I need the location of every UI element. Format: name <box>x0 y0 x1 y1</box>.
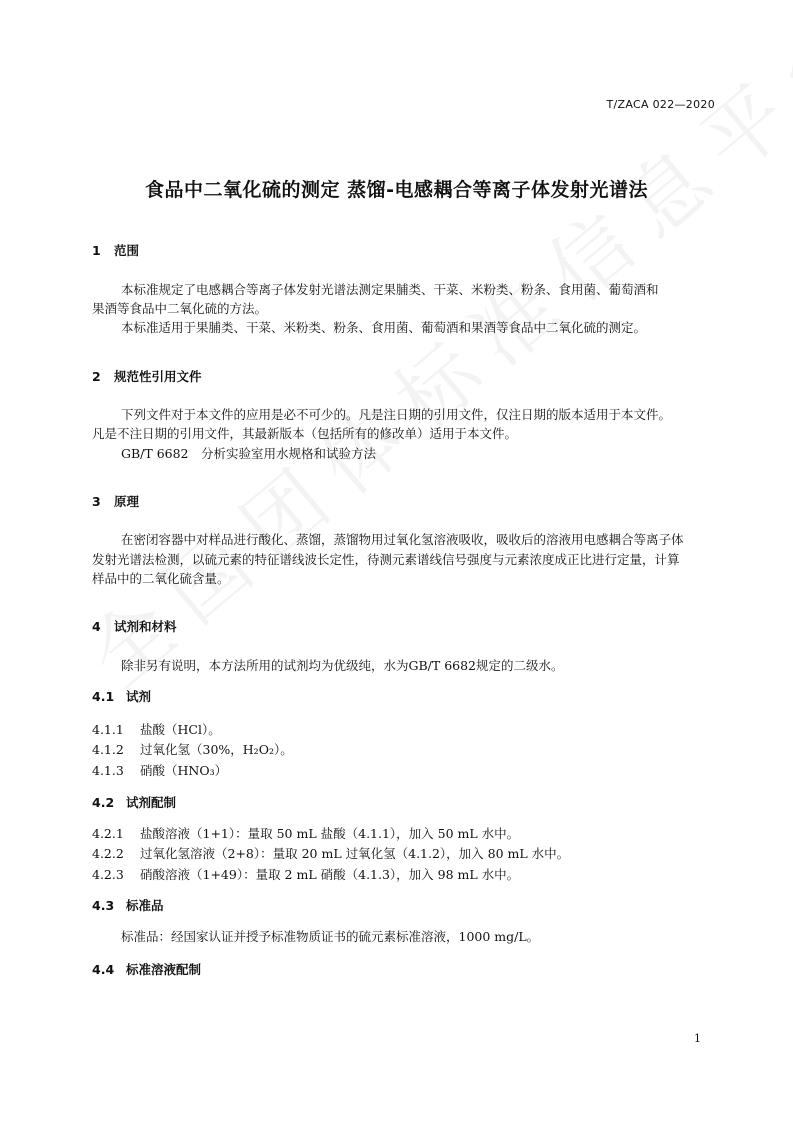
paragraph-line: 除非另有说明，本方法所用的试剂均为优级纯，水为GB/T 6682规定的二级水。 <box>121 658 564 673</box>
list-item <box>92 824 519 842</box>
subsection-title: 标准溶液配制 <box>126 962 202 977</box>
page-number: 1 <box>694 1032 701 1045</box>
normative-reference: GB/T 6682 分析实验室用水规格和试验方法 <box>121 446 377 461</box>
section-3-heading <box>92 492 139 510</box>
item-number: 4.2.3 <box>92 867 124 882</box>
section-title: 范围 <box>114 243 140 258</box>
list-item <box>92 761 227 779</box>
section-title: 试剂和材料 <box>114 619 177 634</box>
paragraph-line: 凡是不注日期的引用文件，其最新版本（包括所有的修改单）适用于本文件。 <box>92 426 518 441</box>
subsection-4-2-heading <box>92 793 176 811</box>
section-1-heading <box>92 241 139 259</box>
item-text: 盐酸溶液（1+1）：量取 50 mL 盐酸（4.1.1），加入 50 mL 水中。 <box>140 826 520 841</box>
section-number: 1 <box>92 243 101 258</box>
paragraph-line: 在密闭容器中对样品进行酸化、蒸馏，蒸馏物用过氧化氢溶液吸收，吸收后的溶液用电感耦合等离子体 <box>121 532 684 547</box>
list-item <box>92 720 221 738</box>
subsection-number: 4.1 <box>92 689 115 704</box>
list-item <box>92 740 293 758</box>
item-text: 硝酸（HNO₃） <box>140 763 228 778</box>
section-title: 原理 <box>114 494 140 509</box>
list-item <box>92 865 519 883</box>
item-number: 4.2.2 <box>92 846 124 861</box>
item-number: 4.1.2 <box>92 742 124 757</box>
item-number: 4.1.3 <box>92 763 124 778</box>
item-number: 4.1.1 <box>92 722 124 737</box>
section-number: 4 <box>92 619 101 634</box>
subsection-number: 4.4 <box>92 962 115 977</box>
paragraph-line: 本标准规定了电感耦合等离子体发射光谱法测定果脯类、干菜、米粉类、粉条、食用菌、葡萄酒和 <box>121 282 659 297</box>
paragraph-line: 果酒等食品中二氧化硫的方法。 <box>92 301 268 316</box>
paragraph-line: 发射光谱法检测，以硫元素的特征谱线波长定性，待测元素谱线信号强度与元素浓度成正比进行定量，计算 <box>92 552 680 567</box>
list-item <box>92 844 569 862</box>
paragraph-line: 样品中的二氧化硫含量。 <box>92 571 230 586</box>
section-number: 2 <box>92 369 101 384</box>
subsection-title: 标准品 <box>126 898 164 913</box>
section-title: 规范性引用文件 <box>114 369 202 384</box>
section-2-heading <box>92 367 202 385</box>
subsection-4-4-heading <box>92 960 201 978</box>
section-4-heading <box>92 617 177 635</box>
subsection-4-1-heading <box>92 687 151 705</box>
paragraph-line: 标准品：经国家认证并授予标准物质证书的硫元素标准溶液，1000 mg/L。 <box>121 929 540 944</box>
standard-code: T/ZACA 022—2020 <box>606 98 715 111</box>
item-text: 盐酸（HCl）。 <box>140 722 221 737</box>
subsection-title: 试剂配制 <box>126 795 177 810</box>
item-text: 硝酸溶液（1+49）：量取 2 mL 硝酸（4.1.3），加入 98 mL 水中。 <box>140 867 520 882</box>
document-title: 食品中二氧化硫的测定 蒸馏-电感耦合等离子体发射光谱法 <box>144 179 648 201</box>
paragraph-line: 本标准适用于果脯类、干菜、米粉类、粉条、食用菌、葡萄酒和果酒等食品中二氧化硫的测定。 <box>121 320 647 335</box>
subsection-4-3-heading <box>92 896 164 914</box>
paragraph-line: 下列文件对于本文件的应用是必不可少的。凡是注日期的引用文件，仅注日期的版本适用于本文件。 <box>121 407 672 422</box>
subsection-number: 4.2 <box>92 795 115 810</box>
item-number: 4.2.1 <box>92 826 124 841</box>
item-text: 过氧化氢溶液（2+8）：量取 20 mL 过氧化氢（4.1.2），加入 80 mL 水中。 <box>140 846 570 861</box>
item-text: 过氧化氢（30%，H₂O₂）。 <box>140 742 293 757</box>
section-number: 3 <box>92 494 101 509</box>
subsection-title: 试剂 <box>126 689 152 704</box>
subsection-number: 4.3 <box>92 898 115 913</box>
